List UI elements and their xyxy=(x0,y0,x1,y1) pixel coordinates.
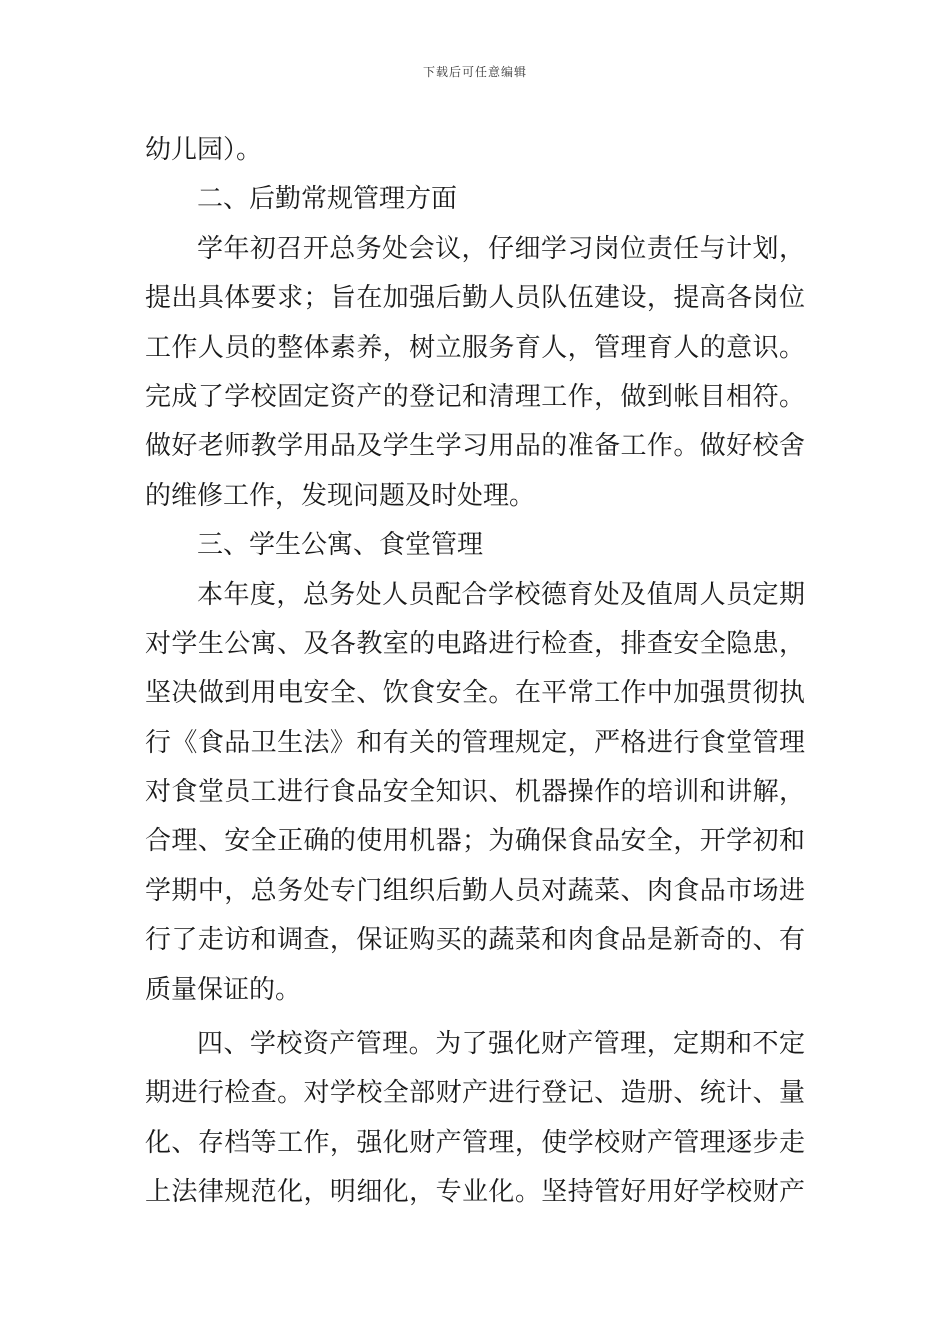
body-line: 上法律规范化，明细化，专业化。坚持管好用好学校财产 xyxy=(145,1177,805,1208)
body-line: 化、存档等工作，强化财产管理，使学校财产管理逐步走 xyxy=(145,1127,805,1158)
body-line: 坚决做到用电安全、饮食安全。在平常工作中加强贯彻执 xyxy=(145,678,805,709)
body-line: 对学生公寓、及各教室的电路进行检查，排查安全隐患， xyxy=(145,628,805,659)
body-line: 学期中，总务处专门组织后勤人员对蔬菜、肉食品市场进 xyxy=(145,875,805,906)
body-line: 行了走访和调查，保证购买的蔬菜和肉食品是新奇的、有 xyxy=(145,925,805,956)
section-heading: 二、后勤常规管理方面 xyxy=(197,184,458,215)
body-line: 完成了学校固定资产的登记和清理工作，做到帐目相符。 xyxy=(145,381,805,412)
body-line: 质量保证的。 xyxy=(145,974,302,1005)
document-body xyxy=(145,126,805,1218)
page-header: 下载后可任意编辑 xyxy=(422,65,527,79)
body-line: 做好老师教学用品及学生学习用品的准备工作。做好校舍 xyxy=(145,431,805,462)
body-line: 的维修工作，发现问题及时处理。 xyxy=(145,480,536,511)
body-line: 工作人员的整体素养，树立服务育人，管理育人的意识。 xyxy=(145,332,805,363)
section-heading: 四、学校资产管理。为了强化财产管理，定期和不定 xyxy=(197,1029,805,1060)
body-line: 对食堂员工进行食品安全知识、机器操作的培训和讲解， xyxy=(145,777,805,808)
section-heading: 三、学生公寓、食堂管理 xyxy=(197,530,484,561)
body-line: 期进行检查。对学校全部财产进行登记、造册、统计、量 xyxy=(145,1078,805,1109)
body-line: 行《食品卫生法》和有关的管理规定，严格进行食堂管理 xyxy=(145,727,805,758)
body-line: 学年初召开总务处会议，仔细学习岗位责任与计划， xyxy=(197,233,805,264)
body-line: 合理、安全正确的使用机器；为确保食品安全，开学初和 xyxy=(145,826,805,857)
body-line: 幼儿园）。 xyxy=(145,135,263,165)
body-line: 提出具体要求；旨在加强后勤人员队伍建设，提高各岗位 xyxy=(145,283,805,314)
body-line: 本年度，总务处人员配合学校德育处及值周人员定期 xyxy=(197,579,805,610)
